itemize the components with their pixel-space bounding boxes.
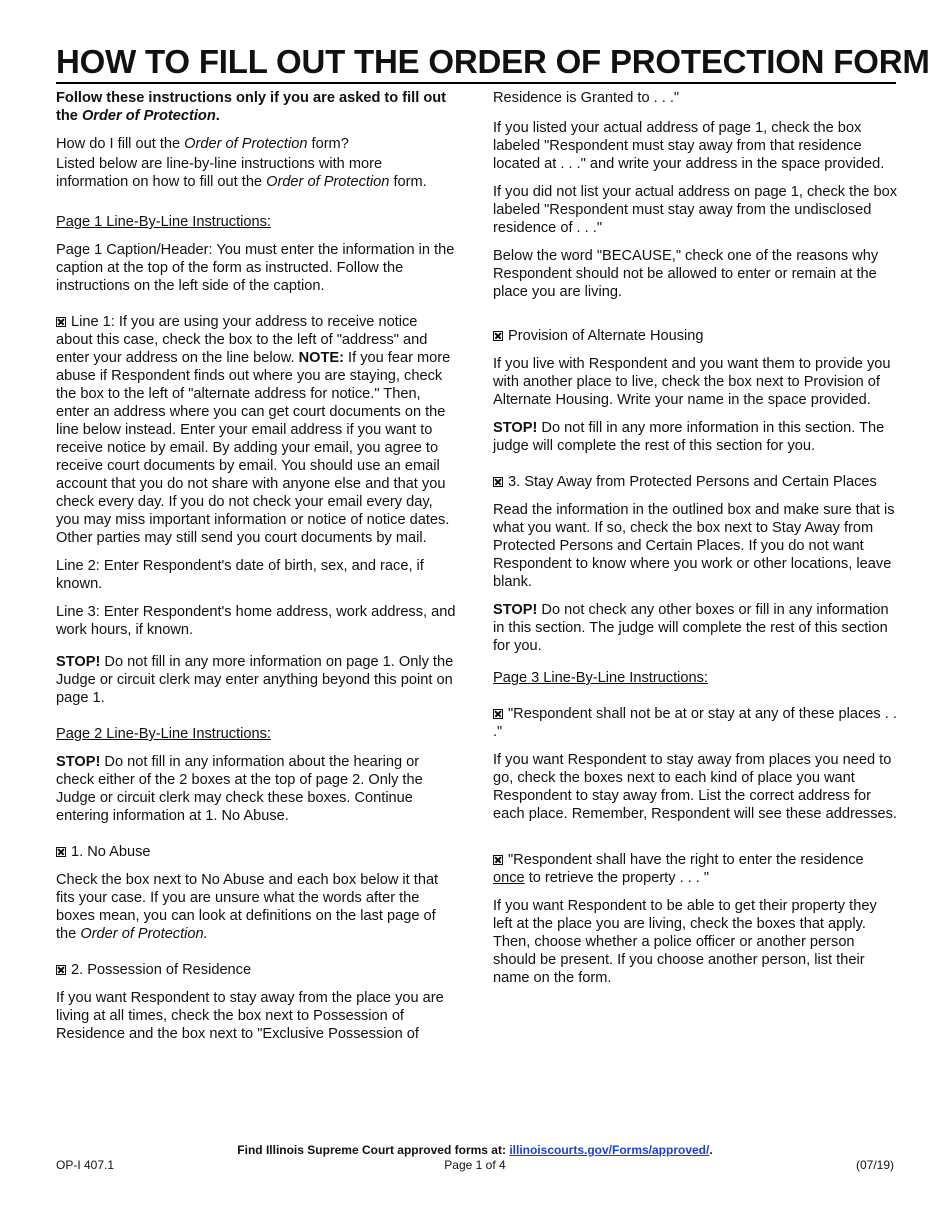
stop2-text: Do not fill in any information about the hearing or check either of the 2 boxes at the top of page 2. Only the Judge or circuit clerk may check these boxes. Continue entering information at 1. No Abuse.: [56, 754, 423, 824]
checked-box-icon: [493, 477, 503, 487]
title-rule: [56, 82, 896, 84]
line1-note: NOTE:: [298, 350, 344, 366]
stop3-paragraph: [493, 419, 899, 455]
actual-address-paragraph: If you listed your actual address of page 1, check the box labeled "Respondent must stay away from that residence located at . . ." and write your address in the space provided.: [493, 120, 885, 172]
page2-heading: Page 2 Line-By-Line Instructions:: [56, 726, 271, 742]
stayaway-paragraph: Read the information in the outlined box and make sure that is what you want. If so, check the box next to Stay Away from Protected Persons and Certain Places. If you do not want Respondent to know where you work or other locations, leave blank.: [493, 502, 895, 590]
undisclosed-paragraph: If you did not list your actual address on page 1, check the box labeled "Respondent must stay away from the undisclosed residence of . . .": [493, 184, 898, 236]
intro-text: Follow these instructions only if you are asked to fill out the: [56, 90, 447, 124]
stop1-paragraph: [56, 653, 456, 707]
stop2-label: STOP!: [56, 754, 101, 770]
checked-box-icon: [56, 965, 66, 975]
intro-form-name: Order of Protection: [81, 108, 216, 124]
shallnot-label: "Respondent shall not be at or stay at any of these places . . .": [493, 706, 897, 740]
no-abuse-paragraph: [56, 871, 456, 943]
checked-box-icon: [493, 855, 503, 865]
retrieve-label-a: "Respondent shall have the right to enter the residence: [508, 852, 864, 868]
retrieve-label-once: once: [493, 870, 525, 886]
housing-heading: [493, 327, 899, 345]
footer-link-period: .: [709, 1143, 713, 1157]
housing-paragraph: If you live with Respondent and you want them to provide you with another place to live, check the box next to Provision of Alternate Housing. Write your name in the space provided.: [493, 356, 891, 408]
question-text: How do I fill out the: [56, 136, 185, 152]
no-abuse-form-name: Order of Protection.: [80, 926, 208, 942]
no-abuse-label: 1. No Abuse: [71, 844, 151, 860]
page3-heading: Page 3 Line-By-Line Instructions:: [493, 670, 708, 686]
form-id: OP-I 407.1: [56, 1158, 115, 1172]
approved-forms-link[interactable]: illinoiscourts.gov/Forms/approved/: [509, 1143, 710, 1157]
caption-paragraph: Page 1 Caption/Header: You must enter the information in the caption at the top of the form as instructed. Follow the instructions on the left side of the caption.: [56, 242, 455, 294]
page-title: HOW TO FILL OUT THE ORDER OF PROTECTION FORM: [56, 43, 930, 80]
line1-paragraph: [56, 313, 456, 547]
line1-text-a: Line 1: If you are using your address to receive notice about this case, check the box to the left of "address" and enter your address on the line below.: [56, 314, 428, 366]
possession-label: 2. Possession of Residence: [71, 962, 252, 978]
stop1-text: Do not fill in any more information on page 1. Only the Judge or circuit clerk may enter anything beyond this point on page 1.: [56, 654, 454, 706]
checked-box-icon: [493, 709, 503, 719]
stop4-text: Do not check any other boxes or fill in any information in this section. The judge will complete the rest of this section for you.: [493, 602, 889, 654]
line1-text-b: If you fear more abuse if Respondent finds out where you are staying, check the box to the left of "alternate address for notice." Then, enter an address where you can get court documents on the line below instead. Enter your email address if you want to receive notice by email. By adding your email, you agree to receive court documents by email. You should use an email account that you do not share with anyone else and that you check every day. If you do not check your email every day, you may miss important information or notice of notice dates. Other parties may still send you court documents by mail.: [56, 350, 451, 546]
retrieve-label-b: to retrieve the property . . . ": [524, 870, 710, 886]
stop4-label: STOP!: [493, 602, 538, 618]
right-column: [493, 89, 899, 997]
stop3-label: STOP!: [493, 420, 538, 436]
question-line: [56, 135, 456, 153]
question-form-name: Order of Protection: [184, 136, 308, 152]
revision-date: (07/19): [855, 1158, 894, 1172]
stop4-paragraph: [493, 601, 899, 655]
footer-forms-line: [0, 1143, 950, 1157]
intro-period: .: [215, 108, 220, 124]
because-paragraph: Below the word "BECAUSE," check one of the reasons why Respondent should not be allowed to enter or remain at the place you are living.: [493, 248, 879, 300]
stop2-paragraph: [56, 753, 456, 825]
listed-below-paragraph: [56, 155, 456, 191]
intro-instruction: [56, 89, 456, 125]
no-abuse-heading: [56, 843, 456, 861]
checked-box-icon: [56, 847, 66, 857]
listed-end: form.: [389, 174, 427, 190]
footer-find-text: Find Illinois Supreme Court approved forms at:: [237, 1143, 510, 1157]
page1-heading: Page 1 Line-By-Line Instructions:: [56, 214, 271, 230]
page-number: Page 1 of 4: [444, 1158, 506, 1172]
stop1-label: STOP!: [56, 654, 101, 670]
stop3-text: Do not fill in any more information in this section. The judge will complete the rest of this section for you.: [493, 420, 885, 454]
housing-label: Provision of Alternate Housing: [508, 328, 704, 344]
possession-paragraph: If you want Respondent to stay away from the place you are living at all times, check the box next to Possession of Residence and the box next to "Exclusive Possession of: [56, 990, 444, 1042]
retrieve-paragraph: If you want Respondent to be able to get their property they left at the place you are living, check the boxes that apply. Then, choose whether a police officer or another person should be present. If you choose another person, list their name on the form.: [493, 898, 877, 986]
no-abuse-text: Check the box next to No Abuse and each box below it that fits your case. If you are unsure what the words after the boxes mean, you can look at definitions on the last page of the: [56, 872, 439, 942]
possession-continued: Residence is Granted to . . .": [493, 90, 680, 106]
shallnot-paragraph: If you want Respondent to stay away from places you need to go, check the boxes next to each kind of place you want Respondent to stay away from. List the correct address for each place. Remember, Respondent will see these addresses.: [493, 752, 897, 822]
question-end: form?: [307, 136, 349, 152]
possession-heading: [56, 961, 456, 979]
listed-text: Listed below are line-by-line instructions with more information on how to fill out the: [56, 156, 383, 190]
line3-paragraph: Line 3: Enter Respondent's home address, work address, and work hours, if known.: [56, 604, 456, 638]
stayaway-heading: [493, 473, 899, 491]
checked-box-icon: [56, 317, 66, 327]
retrieve-heading: [493, 851, 899, 887]
shallnot-heading: [493, 705, 899, 741]
line2-paragraph: Line 2: Enter Respondent's date of birth, sex, and race, if known.: [56, 558, 424, 592]
stayaway-label: 3. Stay Away from Protected Persons and Certain Places: [508, 474, 877, 490]
listed-form-name: Order of Protection: [266, 174, 390, 190]
checked-box-icon: [493, 331, 503, 341]
left-column: [56, 89, 456, 1053]
